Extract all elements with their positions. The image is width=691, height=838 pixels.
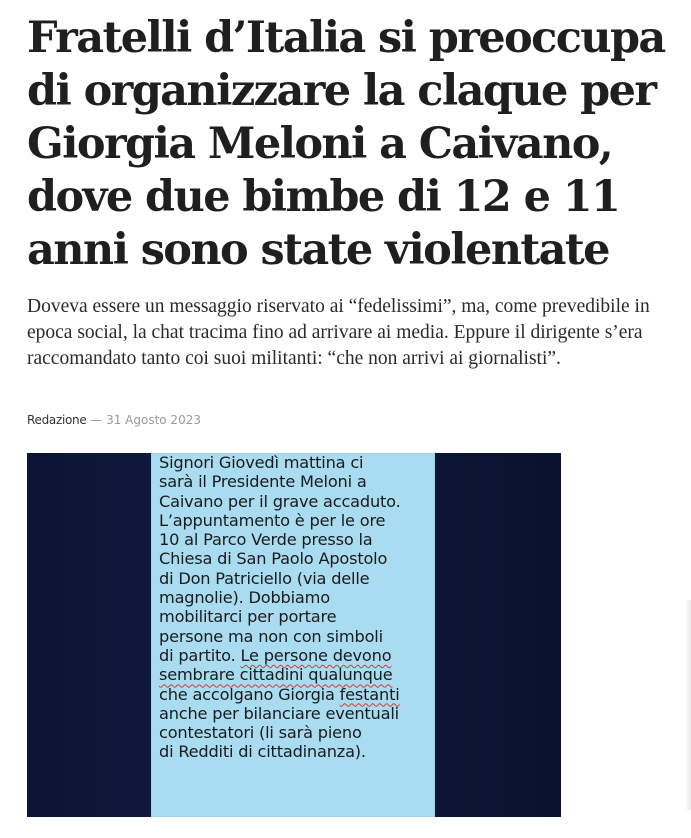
message-text <box>159 453 435 762</box>
article-subtitle: Doveva essere un messaggio riservato ai “fedelissimi”, ma, come prevedibile in epoca social, la chat tracima fino ad arrivare ai media. Eppure il dirigente s’era raccomandato tanto coi suoi militanti: “che non arrivi ai giornalisti”. <box>27 296 650 369</box>
byline <box>27 413 201 427</box>
message-underlined-text: festanti <box>339 684 400 704</box>
message-underlined-text: Le persone devono sembrare cittadini qualunque <box>159 645 393 685</box>
message-text-part: anche per bilanciare eventuali contestatori (li sarà pieno di Redditi di cittadinanza). <box>159 703 399 762</box>
article-title: Fratelli d’Italia si preoccupa di organizzare la claque per Giorgia Meloni a Caivano, dove due bimbe di 12 e 11 anni sono state violentate <box>27 13 665 275</box>
message-text-part: che accolgano Giorgia <box>159 684 335 704</box>
byline-separator: — <box>86 413 107 427</box>
publish-date: 31 Agosto 2023 <box>106 413 201 427</box>
author-link[interactable]: Redazione <box>27 413 87 427</box>
message-bubble <box>151 453 435 817</box>
message-text-part: Signori Giovedì mattina ci sarà il Presidente Meloni a Caivano per il grave accaduto. L’appuntamento è per le ore 10 al Parco Verde presso la Chiesa di San Paolo Apostolo di Don Patriciello (via delle magnolie). Dobbiamo mobilitarci per portare persone ma non con simboli di partito. <box>159 453 401 665</box>
article-hero-image <box>27 453 561 817</box>
floating-panel-edge <box>685 600 691 810</box>
